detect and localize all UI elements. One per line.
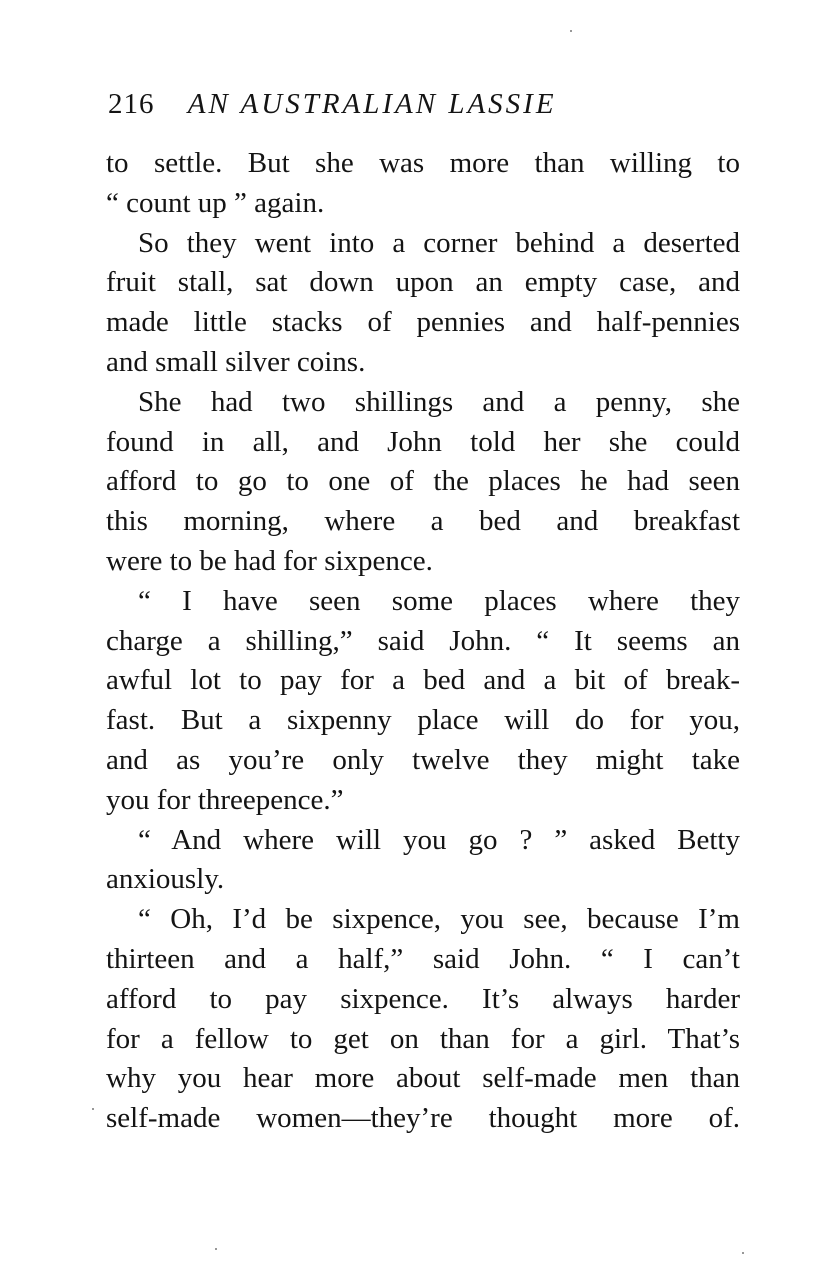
text-line: charge a shilling,” said John. “ It seems an	[106, 624, 740, 657]
text-line: thirteen and a half,” said John. “ I can’t	[106, 942, 740, 975]
text-line: So they went into a corner behind a deserted	[138, 226, 740, 259]
text-line: awful lot to pay for a bed and a bit of break-	[106, 664, 740, 697]
text-line: why you hear more about self-made men than	[106, 1062, 740, 1095]
text-line: you for threepence.”	[106, 783, 344, 816]
text-line: found in all, and John told her she could	[106, 425, 740, 458]
text-line: and small silver coins.	[106, 345, 366, 378]
body-text	[106, 144, 740, 1139]
text-line: made little stacks of pennies and half-pennies	[106, 306, 740, 339]
text-line: this morning, where a bed and breakfast	[106, 505, 740, 538]
text-line: fast. But a sixpenny place will do for you,	[106, 704, 740, 737]
print-speck	[92, 1108, 94, 1110]
text-line: anxiously.	[106, 863, 225, 896]
print-speck	[570, 30, 572, 32]
text-line: She had two shillings and a penny, she	[138, 385, 740, 418]
text-line: to settle. But she was more than willing to	[106, 147, 740, 179]
text-line: self-made women—they’re thought more of.	[106, 1102, 740, 1135]
text-line: “ count up ” again.	[106, 186, 325, 219]
page-number: 216	[108, 88, 155, 120]
print-speck	[742, 1252, 744, 1254]
text-line: “ Oh, I’d be sixpence, you see, because I’m	[138, 903, 740, 936]
text-line: and as you’re only twelve they might take	[106, 743, 740, 776]
text-line: for a fellow to get on than for a girl. That’s	[106, 1022, 740, 1055]
running-head	[108, 82, 748, 126]
print-speck	[215, 1248, 217, 1250]
text-line: “ And where will you go ? ” asked Betty	[138, 823, 740, 856]
book-title: AN AUSTRALIAN LASSIE	[187, 88, 557, 120]
text-line: “ I have seen some places where they	[138, 584, 740, 617]
text-line: afford to pay sixpence. It’s always harder	[106, 982, 740, 1015]
text-line: afford to go to one of the places he had seen	[106, 465, 740, 498]
text-line: fruit stall, sat down upon an empty case, and	[106, 266, 740, 299]
text-line: were to be had for sixpence.	[106, 544, 433, 577]
